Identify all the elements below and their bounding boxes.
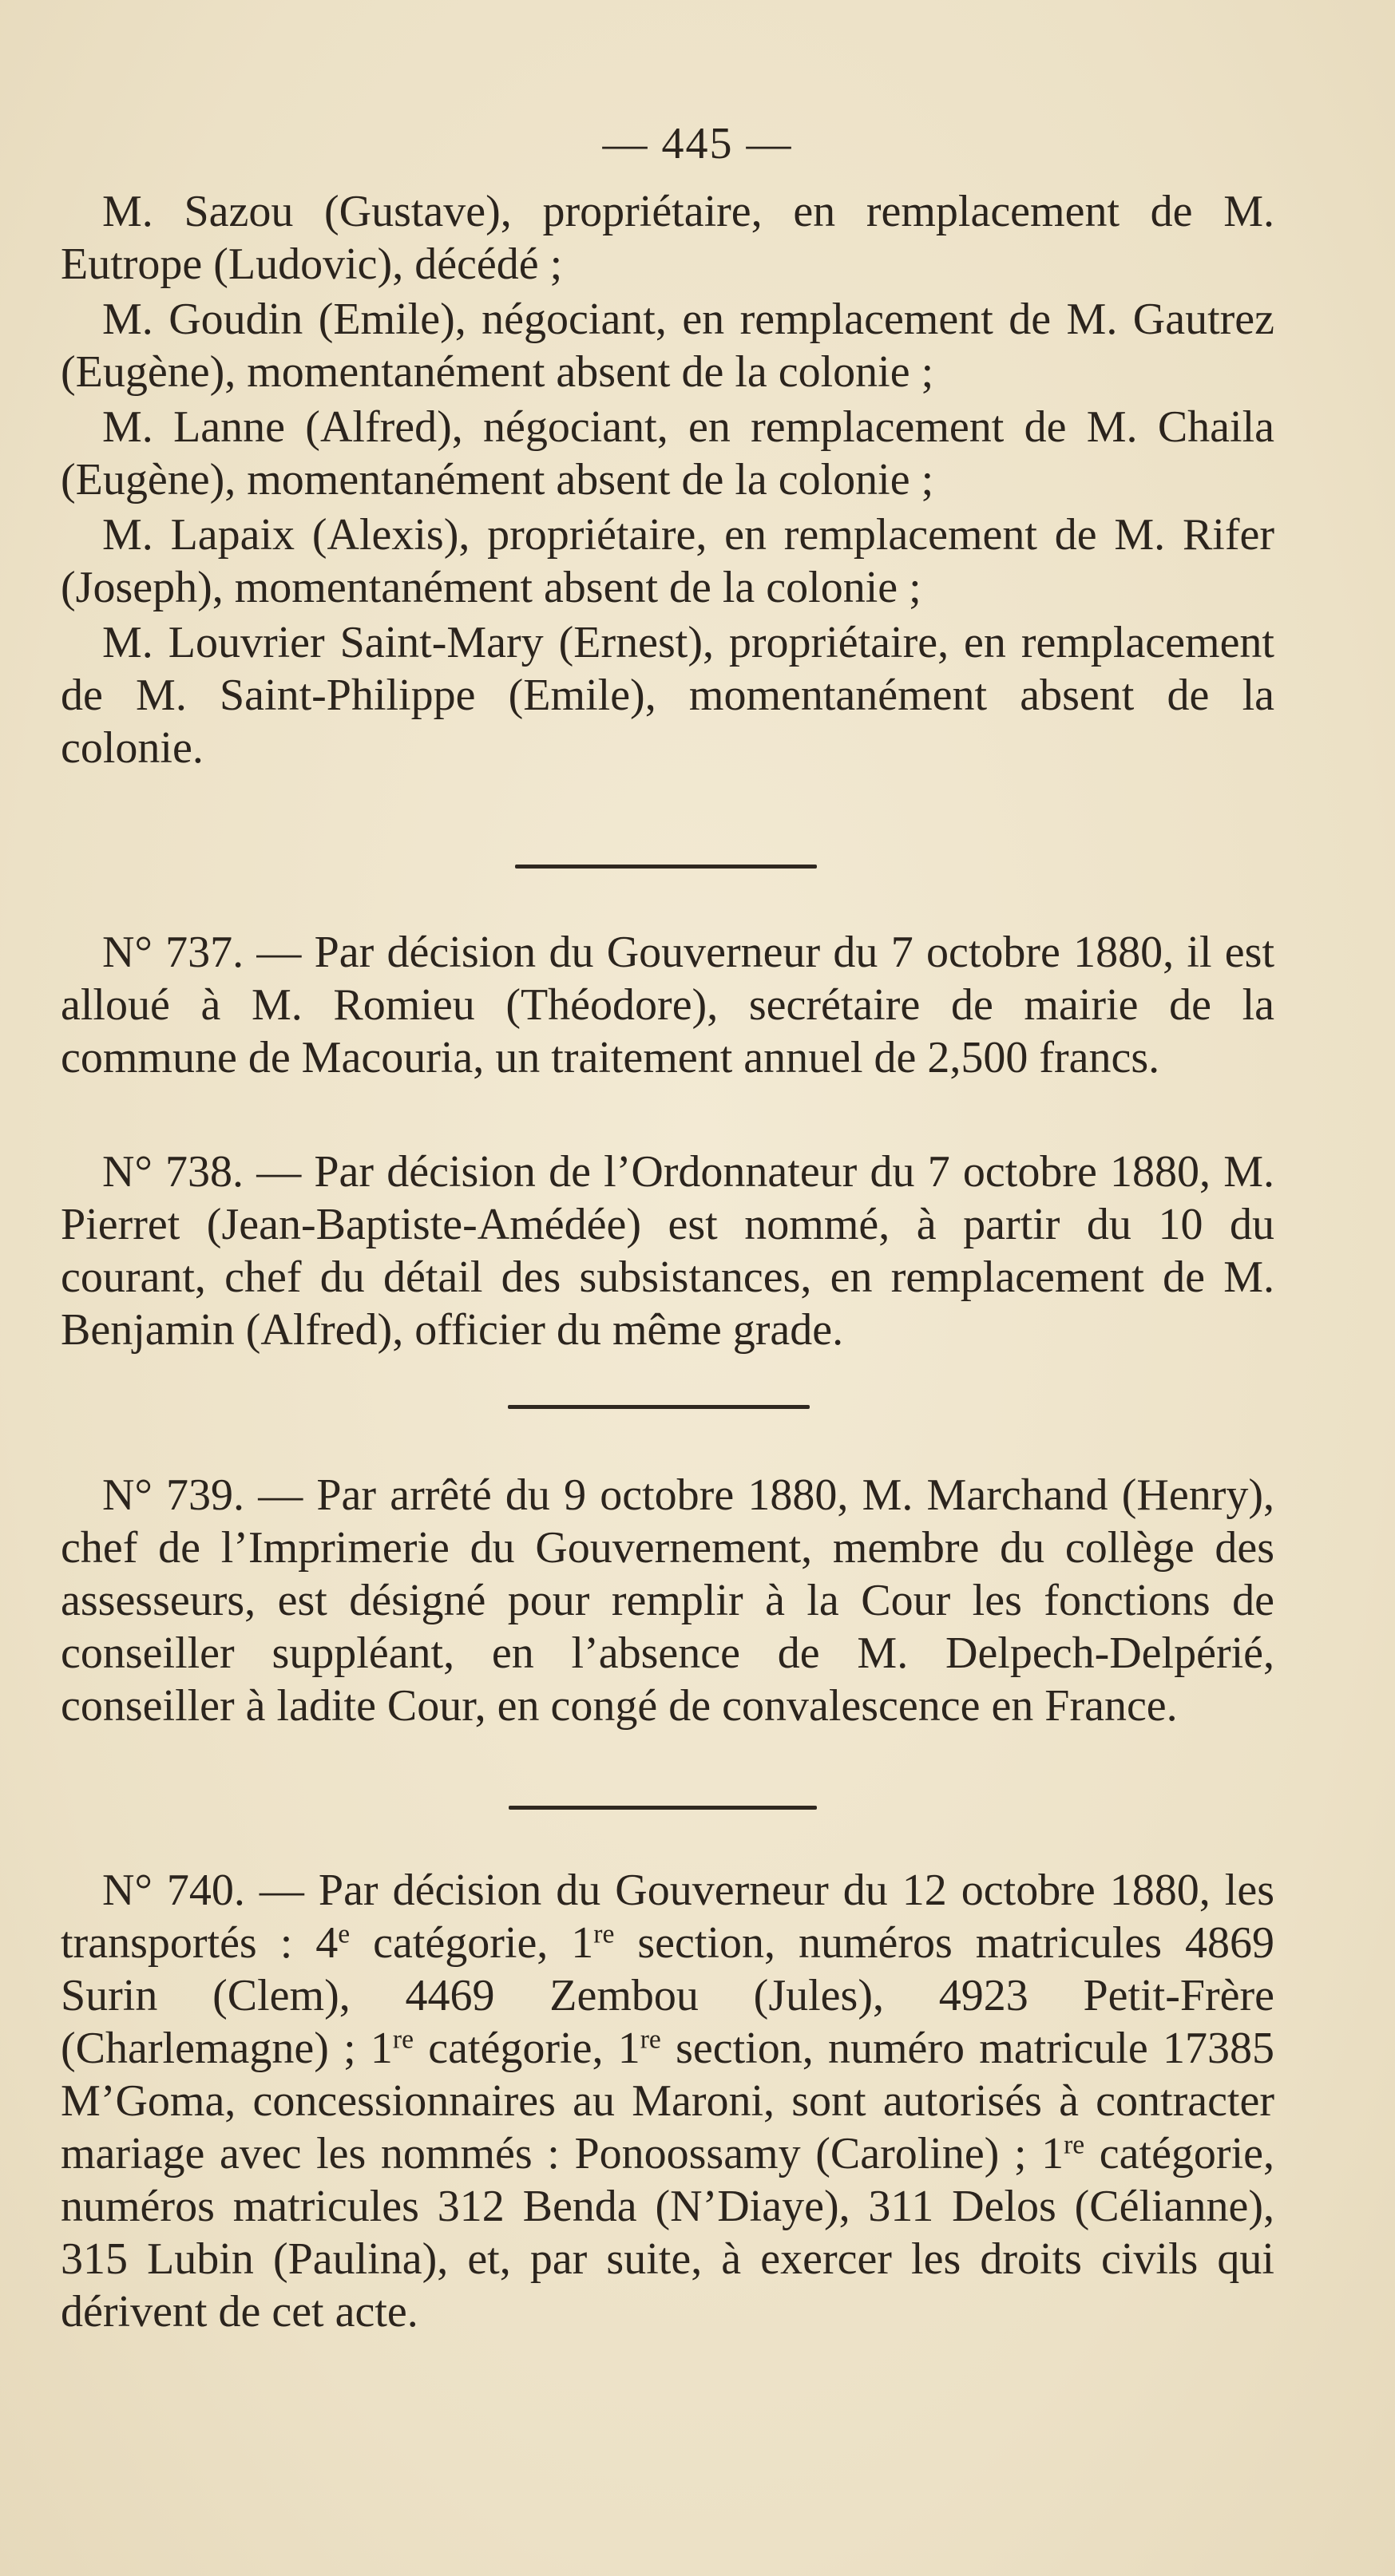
decision-text-part: section, numéros matricules 4869 Surin (Clem), 4469 Zembou (Jules), 4923 Petit-Frère (Charlemagne) ; 1 bbox=[61, 1918, 1274, 2073]
appointment-item: M. Lapaix (Alexis), propriétaire, en remplacement de M. Rifer (Joseph), momentanément absent de la colonie ; bbox=[61, 510, 1274, 612]
ordinal-superscript: e bbox=[338, 1919, 351, 1949]
decision-text bbox=[61, 1864, 1274, 2338]
appointment-item: M. Louvrier Saint-Mary (Ernest), propriétaire, en remplacement de M. Saint-Philippe (Emile), momentanément absent de la colonie. bbox=[61, 618, 1274, 773]
ordinal-superscript: re bbox=[593, 1919, 615, 1949]
appointment-item: M. Goudin (Emile), négociant, en remplacement de M. Gautrez (Eugène), momentanément absent de la colonie ; bbox=[61, 295, 1274, 397]
section-divider bbox=[509, 1806, 817, 1810]
decision-740 bbox=[61, 1864, 1274, 2338]
page-number: — 445 — bbox=[602, 119, 793, 168]
appointment-item: M. Sazou (Gustave), propriétaire, en remplacement de M. Eutrope (Ludovic), décédé ; bbox=[61, 187, 1274, 289]
decision-text: N° 738. — Par décision de l’Ordonnateur du 7 octobre 1880, M. Pierret (Jean-Baptiste-Amédée) est nommé, à partir du 10 du courant, chef du détail des subsistances, en remplacement de M. Benjamin (Alfred), officier du même grade. bbox=[61, 1147, 1274, 1355]
decision-text: N° 739. — Par arrêté du 9 octobre 1880, M. Marchand (Henry), chef de l’Imprimerie du Gouvernement, membre du collège des assesseurs, est désigné pour remplir à la Cour les fonctions de conseiller suppléant, en l’absence de M. Delpech-Delpérié, conseiller à ladite Cour, en congé de convalescence en France. bbox=[61, 1470, 1274, 1731]
decision-text-part: section, numéro matricule 17385 M’Goma, concessionnaires au Maroni, sont autorisés à contracter mariage avec les nommés : Ponoossamy (Caroline) ; 1 bbox=[61, 2024, 1274, 2178]
decision-739 bbox=[61, 1469, 1274, 1732]
ordinal-superscript: re bbox=[392, 2024, 414, 2055]
decision-text-part: N° 740. — Par décision du Gouverneur du 12 octobre 1880, les transportés : 4 bbox=[61, 1866, 1274, 1968]
decision-text-part: catégorie, 1 bbox=[350, 1918, 594, 1968]
ordinal-superscript: re bbox=[1064, 2130, 1085, 2160]
decision-text-part: catégorie, 1 bbox=[414, 2024, 640, 2073]
decision-737 bbox=[61, 926, 1274, 1084]
decision-text-part: catégorie, numéros matricules 312 Benda (N’Diaye), 311 Delos (Célianne), 315 Lubin (Paulina), et, par suite, à exercer les droits civils qui dérivent de cet acte. bbox=[61, 2129, 1274, 2337]
decision-738 bbox=[61, 1146, 1274, 1356]
ordinal-superscript: re bbox=[640, 2024, 661, 2055]
section-divider bbox=[508, 1405, 810, 1409]
decision-text: N° 737. — Par décision du Gouverneur du 7 octobre 1880, il est alloué à M. Romieu (Théodore), secrétaire de mairie de la commune de Macouria, un traitement annuel de 2,500 francs. bbox=[61, 928, 1274, 1082]
appointment-item: M. Lanne (Alfred), négociant, en remplacement de M. Chaila (Eugène), momentanément absent de la colonie ; bbox=[61, 402, 1274, 505]
section-divider bbox=[515, 865, 817, 869]
appointments-section bbox=[61, 185, 1274, 774]
